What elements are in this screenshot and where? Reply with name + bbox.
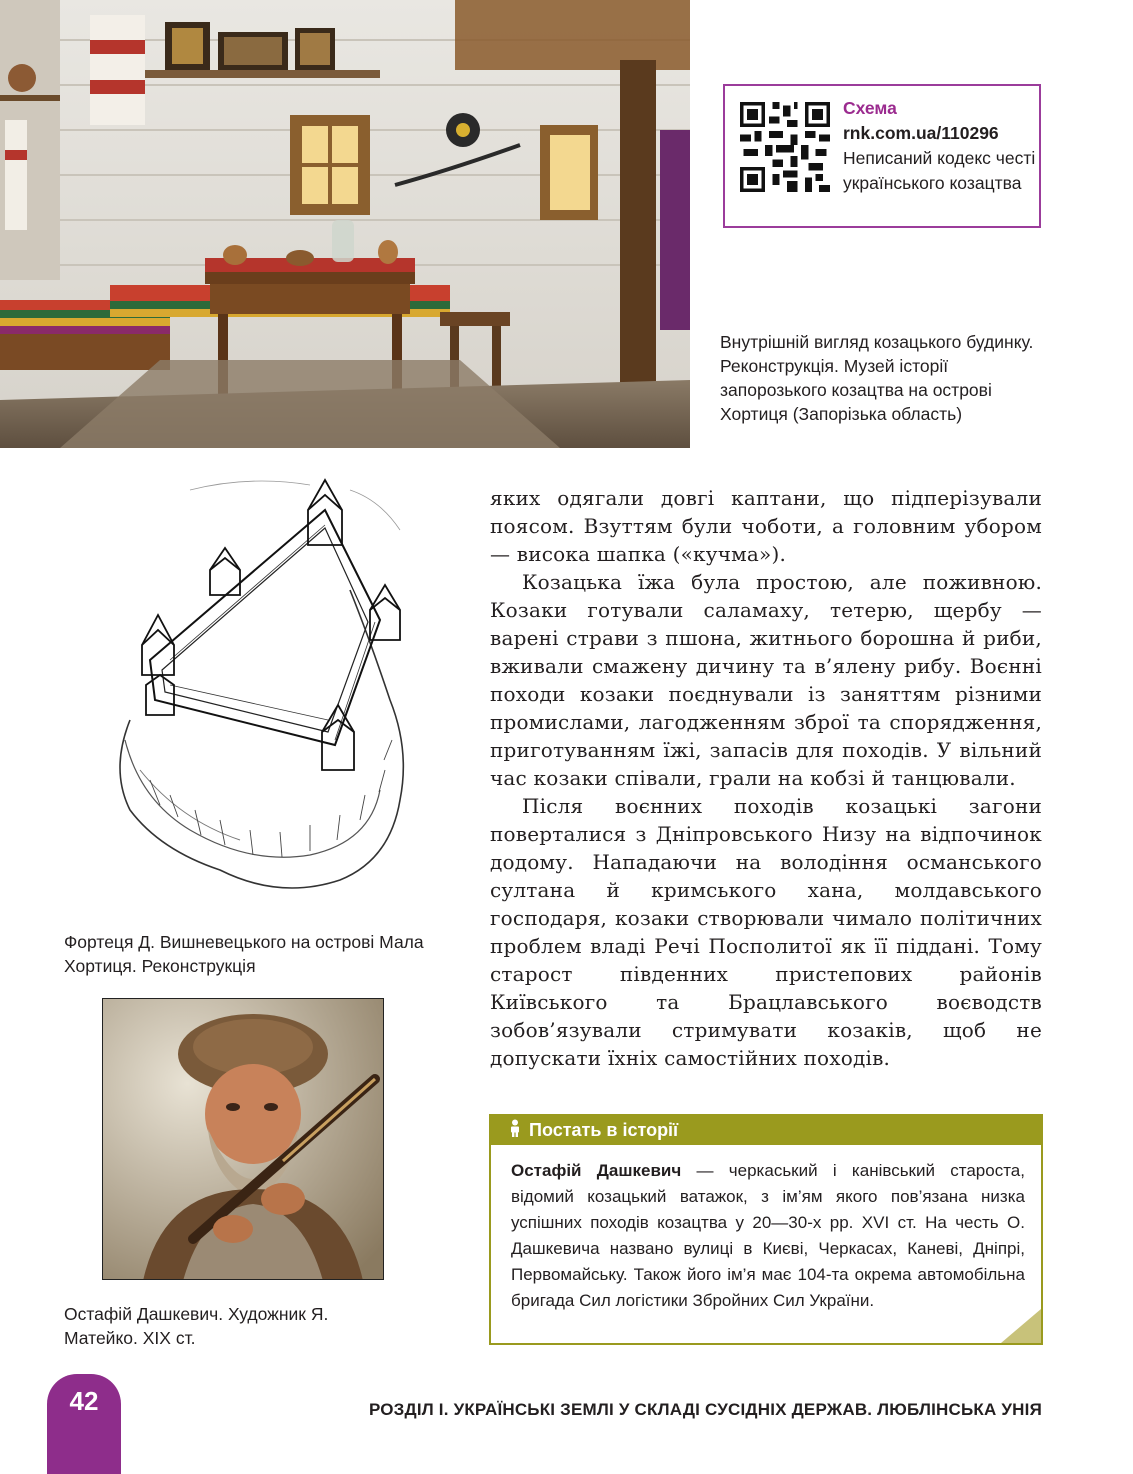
qr-title: Схема xyxy=(843,98,897,118)
historical-figure-box xyxy=(489,1114,1043,1345)
paragraph-campaigns: Після воєнних походів козацькі загони поверталися з Дніпровського Низу на відпочинок додому. Нападаючи на володіння османського султана й кримського хана, молдавського господаря, козаки створювали чимало політичних проблем владі Речі Посполитої як її піддані. Тому старост південних пристепових районів Київського та Брацлавського воєводств зобов’язували стримувати козаків, щоб не допускати їхніх самостійних походів. xyxy=(490,794,1042,1070)
qr-info-box xyxy=(723,84,1041,228)
qr-link[interactable]: rnk.com.ua/110296 xyxy=(843,123,999,143)
figure-description: — черкаський і канівський староста, відомий козацький ватажок, з ім’ям якого пов’язана низка успішних походів козацтва у 20—30-х рр. XVI ст. На честь О. Дашкевича названо вулиці в Києві, Черкасах, Каневі, Дніпрі, Первомайську. Також його ім’я має 104-та окрема автомобільна бригада Сил логістики Збройних Сил України. xyxy=(511,1161,1025,1310)
fortress-caption: Фортеця Д. Вишневецького на острові Мала Хортиця. Реконструкція xyxy=(64,932,424,976)
paragraph-clothing: яких одягали довгі каптани, що підперізували поясом. Взуттям були чоботи, а головним убором — висока шапка («кучма»). xyxy=(490,486,1042,566)
qr-code-icon[interactable] xyxy=(740,102,830,192)
main-text xyxy=(490,484,1042,1072)
page-number-tab xyxy=(47,1374,121,1474)
fortress-drawing xyxy=(70,470,420,910)
page-number: 42 xyxy=(69,1386,99,1416)
portrait-image xyxy=(102,998,384,1280)
figure-box-text xyxy=(511,1158,1025,1314)
interior-caption: Внутрішній вигляд козацького будинку. Реконструкція. Музей історії запорозького козацтва на острові Хортиця (Запорізька область) xyxy=(720,332,1034,424)
corner-fold xyxy=(1001,1309,1041,1343)
figure-name: Остафій Дашкевич xyxy=(511,1161,682,1180)
qr-description: Неписаний кодекс честі українського козацтва xyxy=(843,148,1036,193)
interior-photo xyxy=(0,0,690,448)
paragraph-food: Козацька їжа була простою, але поживною. Козаки готували саламаху, тетерю, щербу — варені страви з пшона, житнього борошна й риби, вживали смажену дичину та в’ялену рибу. Воєнні походи козаки поєднували із заняттям різними промислами, лагодженням зброї та спорядження, приготуванням їжі, запасів для походів. У вільний час козаки співали, грали на кобзі й танцювали. xyxy=(490,570,1042,790)
section-title: РОЗДІЛ І. УКРАЇНСЬКІ ЗЕМЛІ У СКЛАДІ СУСІДНІХ ДЕРЖАВ. ЛЮБЛІНСЬКА УНІЯ xyxy=(368,1400,1042,1419)
portrait-caption: Остафій Дашкевич. Художник Я. Матейко. XIX ст. xyxy=(64,1304,329,1348)
person-icon xyxy=(509,1117,521,1146)
figure-box-header xyxy=(491,1116,1041,1145)
figure-box-title: Постать в історії xyxy=(529,1120,679,1140)
